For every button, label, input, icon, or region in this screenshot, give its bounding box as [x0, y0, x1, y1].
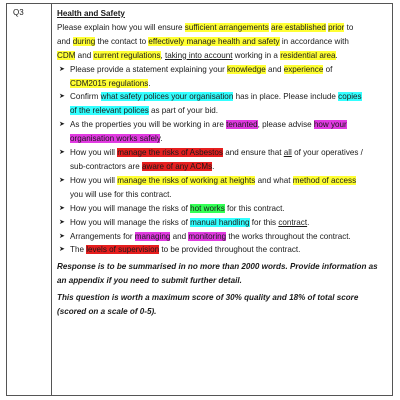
bullet-heights-cont: you will use for this contract.	[70, 189, 172, 199]
arrow-bullet-icon: ➤	[59, 218, 65, 226]
bullet-hot-works: ➤ How you will manage the risks of hot works for this contract.	[57, 202, 389, 216]
bullet-asbestos: ➤ How you will manage the risks of Asbestos and ensure that all of your operatives /	[57, 146, 389, 160]
arrow-bullet-icon: ➤	[59, 121, 65, 129]
question-content	[57, 7, 389, 319]
arrow-bullet-icon: ➤	[59, 93, 65, 101]
intro-line-3: CDM and current regulations, taking into account working in a residential area.	[57, 50, 338, 60]
arrow-bullet-icon: ➤	[59, 176, 65, 184]
question-number: Q3	[13, 8, 24, 17]
score-note-line-1: This question is worth a maximum score of 30% quality and 18% of total score	[57, 293, 359, 303]
arrow-bullet-icon: ➤	[59, 204, 65, 212]
bullet-heights: ➤ How you will manage the risks of working at heights and what method of access	[57, 174, 389, 188]
column-divider	[51, 4, 52, 395]
intro-line-2: and during the contact to effectively manage health and safety in accordance with	[57, 36, 349, 46]
bullet-tenanted-cont: organisation works safely.	[70, 134, 163, 144]
section-title: Health and Safety	[57, 9, 125, 18]
bullet-tenanted: ➤ As the properties you will be working in are tenanted, please advise how your	[57, 118, 389, 132]
bullet-knowledge-cont: CDM2015 regulations.	[70, 78, 151, 88]
bullet-safety-polices: ➤ Confirm what safety polices your organisation has in place. Please include copies	[57, 90, 389, 104]
bullet-supervision: ➤ The levels of supervision to be provided throughout the contract.	[57, 243, 389, 257]
word-limit-note-line-1: Response is to be summarised in no more than 2000 words. Provide information as	[57, 262, 378, 272]
bullet-knowledge: ➤ Please provide a statement explaining your knowledge and experience of	[57, 63, 389, 77]
score-note-line-2: (scored on a scale of 0-5).	[57, 307, 157, 317]
bullet-safety-polices-cont: of the relevant polices as part of your bid.	[70, 106, 219, 116]
arrow-bullet-icon: ➤	[59, 65, 65, 73]
intro-line-1: Please explain how you will ensure sufficient arrangements are established prior to	[57, 22, 354, 32]
arrow-bullet-icon: ➤	[59, 232, 65, 240]
arrow-bullet-icon: ➤	[59, 246, 65, 254]
question-table	[6, 3, 393, 396]
bullet-manual-handling: ➤ How you will manage the risks of manual handling for this contract.	[57, 216, 389, 230]
arrow-bullet-icon: ➤	[59, 149, 65, 157]
word-limit-note-line-2: an appendix if you need to submit further detail.	[57, 276, 242, 286]
bullet-arrangements: ➤ Arrangements for managing and monitoring the works throughout the contract.	[57, 230, 389, 244]
bullet-asbestos-cont: sub-contractors are aware of any ACMs.	[70, 161, 215, 171]
